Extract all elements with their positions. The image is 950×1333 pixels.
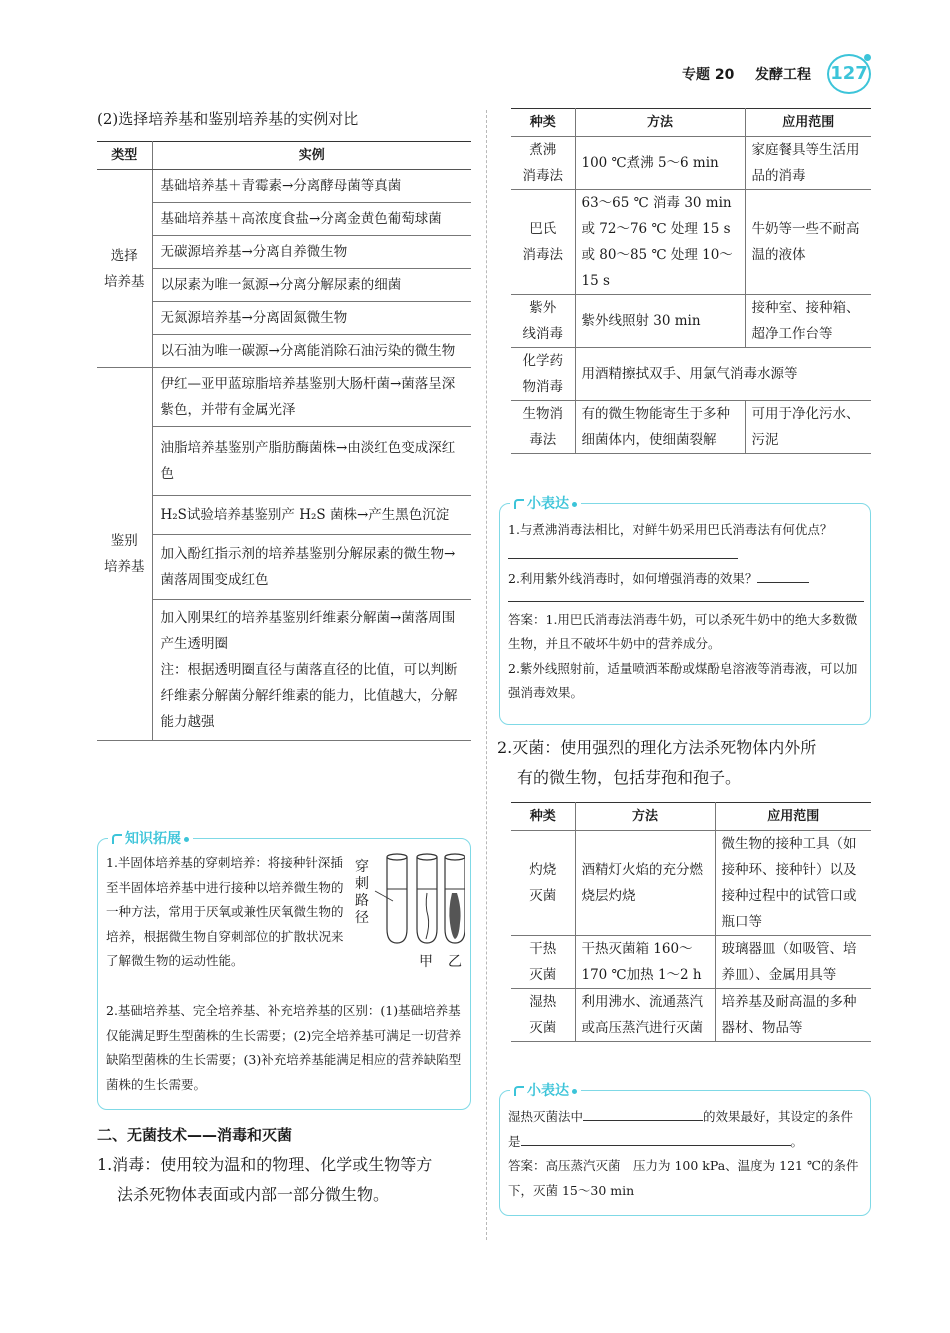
- table-row: [97, 427, 471, 496]
- example-cell: 加入酚红指示剂的培养基鉴别分解尿素的微生物→菌落周围变成红色: [152, 535, 471, 600]
- figure-label: 穿刺路径: [355, 859, 369, 926]
- table-row: [97, 368, 471, 427]
- table-row: [97, 496, 471, 535]
- table-row: [511, 936, 871, 989]
- answer-line: [508, 592, 864, 602]
- scope-cell: 家庭餐具等生活用品的消毒: [745, 137, 871, 190]
- section-title-culture-media: (2)选择培养基和鉴别培养基的实例对比: [97, 110, 359, 128]
- knowledge-text-1: 1.半固体培养基的穿刺培养：将接种针深插至半固体培养基中进行接种以培养微生物的一种方法，常用于厌氧或兼性厌氧微生物的培养，根据微生物自穿刺部位的扩散状况来了解微生物的运动性能。: [106, 855, 344, 968]
- example-cell: 无碳源培养基→分离自养微生物: [152, 236, 471, 269]
- disinfection-paragraph: [97, 1150, 477, 1210]
- example-cell: 以尿素为唯一氮源→分离分解尿素的细菌: [152, 269, 471, 302]
- sterilization-methods-table: [511, 802, 871, 1042]
- knowledge-item-1: [106, 851, 351, 974]
- answer-blank[interactable]: [757, 569, 809, 583]
- disinfection-line-1: 1.消毒：使用较为温和的物理、化学或生物等方: [97, 1155, 433, 1174]
- table-row: [97, 600, 471, 741]
- table-row: [97, 269, 471, 302]
- box1-answer-1: 答案：1.用巴氏消毒法消毒牛奶，可以杀死牛奶中的绝大多数微生物，并且不破坏牛奶中的营养成分。: [508, 611, 858, 651]
- kind-cell: 干热 灭菌: [511, 936, 575, 989]
- page-number-badge: [827, 54, 871, 94]
- scope-cell: 可用于净化污水、污泥: [745, 401, 871, 454]
- kind-cell: 生物消 毒法: [511, 401, 575, 454]
- table-row: [511, 831, 871, 936]
- badge-dot-icon: [864, 54, 871, 61]
- table-row: [511, 401, 871, 454]
- header-type: 类型: [97, 142, 152, 170]
- method-cell: 100 ℃煮沸 5～6 min: [575, 137, 745, 190]
- sterilization-line-2: 有的微生物，包括芽孢和孢子。: [517, 768, 742, 787]
- knowledge-item-2: [106, 999, 464, 1097]
- header-kind: 种类: [511, 803, 575, 831]
- box1-question-1: [508, 518, 864, 567]
- scope-cell: 玻璃器皿（如吸管、培养皿）、金属用具等: [715, 936, 871, 989]
- example-cell: H₂S试验培养基鉴别产 H₂S 菌株→产生黑色沉淀: [152, 496, 471, 535]
- header-example: 实例: [152, 142, 471, 170]
- method-cell: 用酒精擦拭双手、用氯气消毒水源等: [575, 348, 871, 401]
- category-label: 选择 培养基: [104, 247, 145, 290]
- kind-cell: 湿热 灭菌: [511, 989, 575, 1042]
- box2-answer: 答案：高压蒸汽灭菌 压力为 100 kPa、温度为 121 ℃的条件下，灭菌 15～30 min: [508, 1158, 859, 1198]
- table-header-row: [511, 803, 871, 831]
- answer-blank[interactable]: [508, 545, 738, 559]
- table-row: [511, 348, 871, 401]
- example-cell: 油脂培养基鉴别产脂肪酶菌株→由淡红色变成深红色: [152, 427, 471, 496]
- section-title-aseptic: 二、无菌技术——消毒和灭菌: [97, 1126, 293, 1144]
- knowledge-extension-box: [97, 831, 471, 1110]
- question-text: 的效果最好，其设定的条件是: [508, 1109, 854, 1149]
- tube-label-b: 乙: [448, 954, 462, 970]
- method-cell: 63～65 ℃ 消毒 30 min 或 72～76 ℃ 处理 15 s 或 80～85 ℃ 处理 10～15 s: [575, 190, 745, 295]
- answer-blank[interactable]: [583, 1107, 703, 1121]
- knowledge-text-2: 2.基础培养基、完全培养基、补充培养基的区别：(1)基础培养基仅能满足野生型菌株的生长需要；(2)完全培养基可满足一切营养缺陷型菌株的生长需要；(3)补充培养基能满足相应的营养缺陷型菌株的生长需要。: [106, 1003, 462, 1092]
- header-kind: 种类: [511, 109, 575, 137]
- kind-cell: 化学药 物消毒: [511, 348, 575, 401]
- method-cell: 干热灭菌箱 160～170 ℃加热 1～2 h: [575, 936, 715, 989]
- sterilization-line-1: 2.灭菌：使用强烈的理化方法杀死物体内外所: [497, 738, 817, 757]
- scope-cell: 接种室、接种箱、超净工作台等: [745, 295, 871, 348]
- table-row: [511, 295, 871, 348]
- box2-question: [508, 1105, 864, 1154]
- kind-cell: 灼烧 灭菌: [511, 831, 575, 936]
- short-expression-box-2: [499, 1083, 871, 1216]
- example-cell: 无氮源培养基→分离固氮微生物: [152, 302, 471, 335]
- disinfection-line-2: 法杀死物体表面或内部一部分微生物。: [117, 1185, 390, 1204]
- table-row: [97, 203, 471, 236]
- method-cell: 酒精灯火焰的充分燃烧层灼烧: [575, 831, 715, 936]
- tube-label-a: 甲: [419, 954, 433, 970]
- table-header-row: [97, 142, 471, 170]
- table-row: [511, 190, 871, 295]
- table-header-row: [511, 109, 871, 137]
- header-method: 方法: [575, 109, 745, 137]
- scope-cell: 牛奶等一些不耐高温的液体: [745, 190, 871, 295]
- kind-cell: 紫外 线消毒: [511, 295, 575, 348]
- table-row: [511, 989, 871, 1042]
- kind-cell: 巴氏 消毒法: [511, 190, 575, 295]
- question-text: 1.与煮沸消毒法相比，对鲜牛奶采用巴氏消毒法有何优点？: [508, 522, 833, 537]
- sterilization-paragraph: [497, 733, 877, 793]
- box1-questions: [508, 518, 864, 706]
- page-header: [660, 56, 900, 92]
- category-selective: [97, 170, 152, 368]
- method-cell: 紫外线照射 30 min: [575, 295, 745, 348]
- header-method: 方法: [575, 803, 715, 831]
- box1-answer-2: 2.紫外线照射前，适量喷洒苯酚或煤酚皂溶液等消毒液，可以加强消毒效果。: [508, 660, 858, 700]
- box2-content: [508, 1105, 864, 1203]
- knowledge-box-label: 知识拓展: [108, 828, 193, 848]
- stab-culture-figure: [353, 851, 465, 976]
- disinfection-methods-table: [511, 108, 871, 454]
- header-scope: 应用范围: [745, 109, 871, 137]
- example-cell: 基础培养基＋高浓度食盐→分离金黄色葡萄球菌: [152, 203, 471, 236]
- question-text: 湿热灭菌法中: [508, 1109, 584, 1124]
- category-label: 鉴别 培养基: [104, 533, 145, 575]
- scope-cell: 培养基及耐高温的多种器材、物品等: [715, 989, 871, 1042]
- table-row: [97, 535, 471, 600]
- short-expression-box-1: [499, 496, 871, 725]
- question-end: 。: [790, 1133, 804, 1149]
- table-row: [511, 137, 871, 190]
- topic-label: 专题 20: [682, 67, 735, 83]
- example-cell: 伊红—亚甲蓝琼脂培养基鉴别大肠杆菌→菌落呈深紫色，并带有金属光泽: [152, 368, 471, 427]
- example-cell: 基础培养基＋青霉素→分离酵母菌等真菌: [152, 170, 471, 203]
- table-row: [97, 302, 471, 335]
- header-scope: 应用范围: [715, 803, 871, 831]
- question-text: 2.利用紫外线消毒时，如何增强消毒的效果？: [508, 571, 758, 586]
- method-cell: 有的微生物能寄生于多种细菌体内，使细菌裂解: [575, 401, 745, 454]
- box1-question-2: [508, 567, 864, 592]
- page-number: 127: [830, 63, 868, 84]
- table-row: [97, 335, 471, 368]
- example-cell-with-note: 加入刚果红的培养基鉴别纤维素分解菌→菌落周围产生透明圈 注：根据透明圈直径与菌落直径的比值，可以判断纤维素分解菌分解纤维素的能力，比值越大，分解能力越强: [152, 600, 471, 741]
- table-row: [97, 170, 471, 203]
- answer-blank[interactable]: [521, 1132, 791, 1146]
- kind-cell: 煮沸 消毒法: [511, 137, 575, 190]
- example-cell: 以石油为唯一碳源→分离能消除石油污染的微生物: [152, 335, 471, 368]
- box2-label: 小表达: [510, 1080, 581, 1100]
- scope-cell: 微生物的接种工具（如接种环、接种针）以及接种过程中的试管口或瓶口等: [715, 831, 871, 936]
- box1-label: 小表达: [510, 493, 581, 513]
- column-divider: [486, 110, 487, 1240]
- chapter-title: 发酵工程: [755, 67, 811, 83]
- table-row: [97, 236, 471, 269]
- culture-media-table: [97, 141, 471, 741]
- category-differential: [97, 368, 152, 741]
- method-cell: 利用沸水、流通蒸汽或高压蒸汽进行灭菌: [575, 989, 715, 1042]
